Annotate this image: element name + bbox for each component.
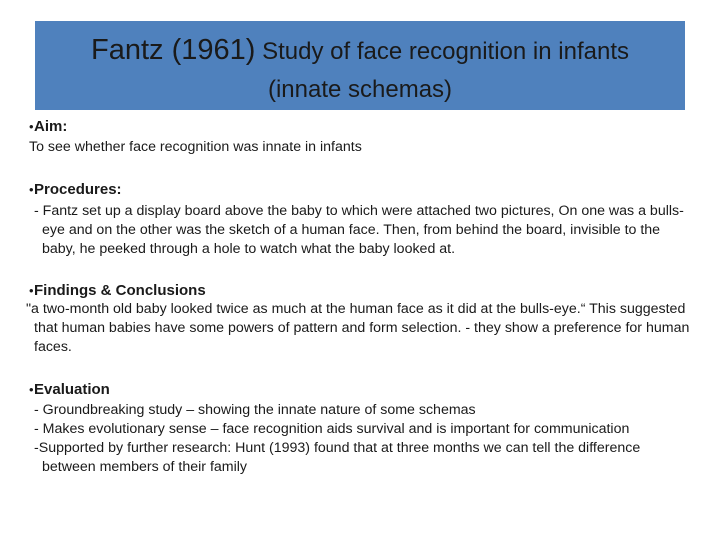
title-bar (35, 21, 685, 110)
evaluation-point: - Makes evolutionary sense – face recognition aids survival and is important for communication (34, 421, 630, 437)
findings-text (26, 300, 706, 357)
bullet-findings: • (29, 283, 34, 298)
procedures-paragraph: - Fantz set up a display board above the baby to which were attached two pictures, On one was a bulls-eye and on the other was the sketch of a human face. Then, from behind the board, invisible to the baby, he peeked through a hole to watch what the baby looked at. (34, 203, 684, 257)
evaluation-text (34, 401, 696, 477)
title-line-1 (35, 34, 685, 67)
title-subtitle: Study of face recognition in infants (255, 38, 629, 65)
evaluation-point: -Supported by further research: Hunt (1993) found that at three months we can tell the difference between members of their family (34, 440, 641, 475)
evaluation-point: - Groundbreaking study – showing the innate nature of some schemas (34, 402, 476, 418)
bullet-procedures: • (29, 182, 34, 197)
findings-paragraph: "a two-month old baby looked twice as much at the human face as it did at the bulls-eye.“ This suggested that human babies have some powers of pattern and form selection. - they show a preference for human faces. (26, 301, 690, 355)
title-main: Fantz (1961) (91, 34, 256, 66)
procedures-text (34, 202, 696, 259)
bullet-evaluation: • (29, 382, 34, 397)
evaluation-heading: Evaluation (34, 381, 110, 398)
aim-line: To see whether face recognition was innate in infants (29, 139, 362, 155)
aim-text (29, 138, 689, 157)
title-line-2: (innate schemas) (267, 76, 453, 103)
aim-heading: Aim: (34, 118, 68, 135)
procedures-heading: Procedures: (34, 181, 122, 198)
bullet-aim: • (29, 119, 34, 134)
findings-heading: Findings & Conclusions (34, 282, 206, 299)
